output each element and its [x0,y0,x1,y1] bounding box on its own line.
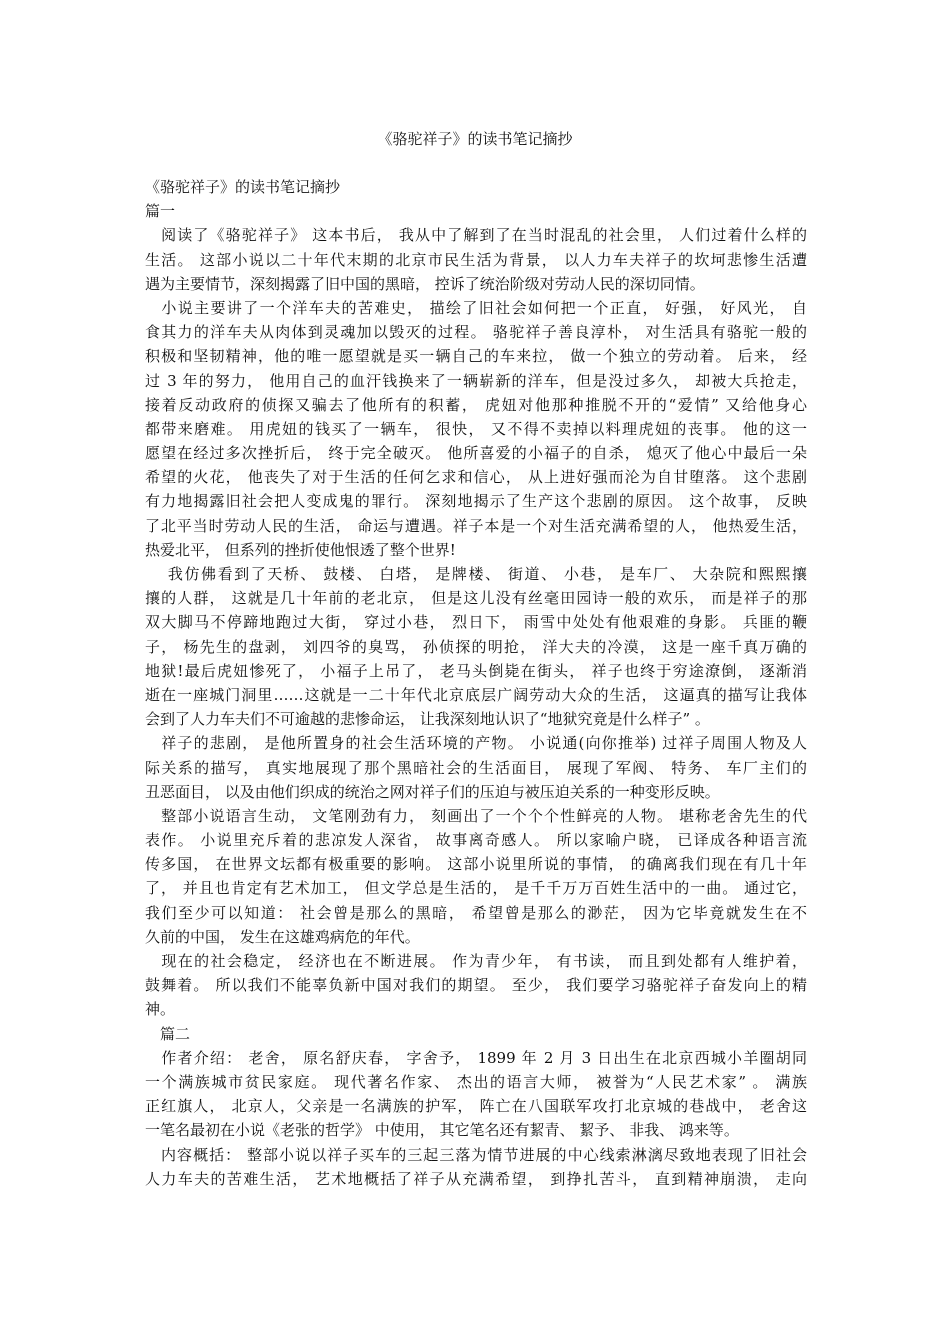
text-line: 了， 并且也肯定有艺术加工， 但文学总是生活的， 是千千万万百姓生活中的一曲。 通过它， [145,879,807,898]
text-line: 一个满族城市贫民家庭。 现代著名作家、 杰出的语言大师， 被誉为“人民艺术家” 。 满族 [145,1072,807,1091]
text-line: 双大脚马不停蹄地跑过大街， 穿过小巷， 烈日下， 雨雪中处处有他艰难的身影。 兵匪的鞭 [145,613,807,632]
text-line: 愿望在经过多次挫折后， 终于完全破灭。 他所喜爱的小福子的自杀， 熄灭了他心中最后一朵 [145,444,807,463]
text-line: 篇一 [145,202,176,221]
text-line: 生活。 这部小说以二十年代末期的北京市民生活为背景， 以人力车夫祥子的坎坷悲惨生活遭 [145,250,807,269]
text-line: 都带来磨难。 用虎妞的钱买了一辆车， 很快， 又不得不卖掉以料理虎妞的丧事。 他的这一 [145,419,807,438]
text-line: 食其力的洋车夫从肉体到灵魂加以毁灭的过程。 骆驼祥子善良淳朴， 对生活具有骆驼一般的 [145,323,807,342]
text-line: 正红旗人， 北京人，父亲是一名满族的护军， 阵亡在八国联军攻打北京城的巷战中， 老舍这 [145,1097,807,1116]
text-line: 际关系的描写， 真实地展现了那个黑暗社会的生活面目， 展现了军阀、 特务、 车厂主们的 [145,758,807,777]
document-body [145,175,807,1191]
text-line: 遇为主要情节，深刻揭露了旧中国的黑暗， 控诉了统治阶级对劳动人民的深切同情。 [145,274,705,293]
text-line: 神。 [145,1000,176,1019]
text-line: 热爱北平， 但系列的挫折使他恨透了整个世界! [145,540,456,559]
text-line: 丑恶面目， 以及由他们织成的统治之网对祥子们的压迫与被压迫关系的一种变形反映。 [145,782,720,801]
text-line: 我仿佛看到了天桥、 鼓楼、 白塔， 是牌楼、 街道、 小巷， 是车厂、 大杂院和熙熙攘 [145,565,807,583]
text-line: 表作。 小说里充斥着的悲凉发人深省， 故事离奇感人。 所以家喻户晓， 已译成各种语言流 [145,831,807,850]
text-line: 会到了人力车夫们不可逾越的悲惨命运， 让我深刻地认识了“地狱究竟是什么样子” 。 [145,710,710,729]
text-line: 有力地揭露旧社会把人变成鬼的罪行。 深刻地揭示了生产这个悲剧的原因。 这个故事， 反映 [145,492,807,511]
text-line: 阅读了《骆驼祥子》 这本书后， 我从中了解到了在当时混乱的社会里， 人们过着什么样的 [145,226,807,245]
text-line: 子， 杨先生的盘剥， 刘四爷的臭骂， 孙侦探的明抢， 洋大夫的冷漠， 这是一座千真万确的 [145,637,807,656]
text-line: 攘的人群， 这就是几十年前的老北京， 但是这儿没有丝毫田园诗一般的欢乐， 而是祥子的那 [145,589,807,608]
text-line: 鼓舞着。 所以我们不能辜负新中国对我们的期望。 至少， 我们要学习骆驼祥子奋发向上的精 [145,976,807,995]
text-line: 了北平当时劳动人民的生活， 命运与遭遇。祥子本是一个对生活充满希望的人， 他热爱生活， [145,516,807,535]
text-line: 篇二 [145,1024,191,1043]
text-line: 小说主要讲了一个洋车夫的苦难史， 描绘了旧社会如何把一个正直， 好强， 好风光， 自 [145,298,807,317]
text-line: 我们至少可以知道： 社会曾是那么的黑暗， 希望曾是那么的渺茫， 因为它毕竟就发生在不 [145,903,807,922]
text-line: 人力车夫的苦难生活， 艺术地概括了祥子从充满希望， 到挣扎苦斗， 直到精神崩溃， 走向 [145,1169,807,1188]
text-line: 久前的中国， 发生在这雄鸡病危的年代。 [145,927,420,946]
text-line: 逝在一座城门洞里……这就是一二十年代北京底层广阔劳动大众的生活， 这逼真的描写让我体 [145,685,807,704]
text-line: 一笔名最初在小说《老张的哲学》 中使用， 其它笔名还有絜青、 絜予、 非我、 鸿来等。 [145,1121,739,1140]
text-line: 过 3 年的努力， 他用自己的血汗钱换来了一辆崭新的洋车，但是没过多久， 却被大兵抢走， [145,371,807,390]
text-line: 希望的火花， 他丧失了对于生活的任何乞求和信心， 从上进好强而沦为自甘堕落。 这个悲剧 [145,468,807,487]
text-line: 传多国， 在世界文坛都有极重要的影响。 这部小说里所说的事情， 的确离我们现在有几十年 [145,855,807,874]
text-line: 地狱!最后虎妞惨死了， 小福子上吊了， 老马头倒毙在街头， 祥子也终于穷途潦倒， 逐渐消 [145,661,807,680]
page-title: 《骆驼祥子》的读书笔记摘抄 [377,130,573,148]
text-line: 内容概括： 整部小说以祥子买车的三起三落为情节进展的中心线索淋漓尽致地表现了旧社会 [145,1145,807,1164]
text-line: 整部小说语言生动， 文笔刚劲有力， 刻画出了一个个个性鲜亮的人物。 堪称老舍先生的代 [145,806,807,825]
text-line: 接着反动政府的侦探又骗去了他所有的积蓄， 虎妞对他那种推脱不开的“爱情” 又给他身心 [145,395,807,414]
text-line: 积极和坚韧精神，他的唯一愿望就是买一辆自己的车来拉， 做一个独立的劳动着。 后来， 经 [145,347,807,366]
text-line: 《骆驼祥子》的读书笔记摘抄 [145,178,341,196]
text-line: 祥子的悲剧， 是他所置身的社会生活环境的产物。 小说通(向你推举) 过祥子周围人物及人 [145,734,807,753]
text-line: 作者介绍： 老舍， 原名舒庆春， 字舍予， 1899 年 2 月 3 日出生在北京西城小羊圈胡同 [145,1048,807,1067]
text-line: 现在的社会稳定， 经济也在不断进展。 作为青少年， 有书读， 而且到处都有人维护着， [145,952,807,970]
